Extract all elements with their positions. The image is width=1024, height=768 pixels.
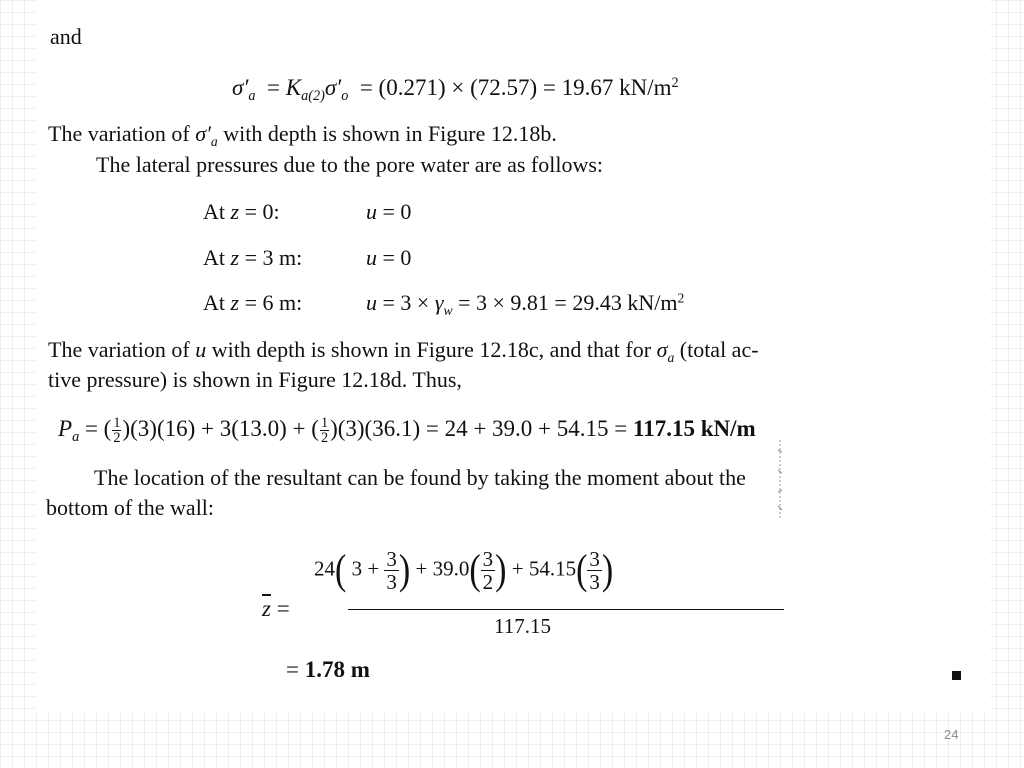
text-lateral-pressures: The lateral pressures due to the pore water are as follows:: [96, 152, 604, 177]
zbar-numerator: 24( 3 + $\frac{3}{3}$ ) + 39.0( $\frac{3}{2}$ ) + 54.15( $\frac{3}{3}$ ): [314, 546, 614, 595]
zbar-label: $\overline{z}$ =: [262, 596, 290, 621]
text-variation-u: The variation of u with depth is shown in Figure 12.18c, and that for $\sigma_a$ (total ac-: [48, 337, 759, 365]
zbar-result: = 1.78 m: [286, 657, 370, 682]
text-location-line1: The location of the resultant can be found by taking the moment about the: [94, 465, 746, 490]
zbar-fraction-bar: [348, 609, 784, 610]
pore-row-z0-value: u = 0: [366, 199, 412, 224]
equation-pa: $P_a$ = ( $\frac{1}{2}$ )(3)(16) + 3(13.0) + ( $\frac{1}{2}$ )(3)(36.1) = 24 + 39.0 + 54.15 = 117.15 kN/m: [58, 415, 756, 447]
pore-row-z3: At z = 3 m:: [203, 245, 303, 270]
text-location-line2: bottom of the wall:: [46, 495, 215, 520]
text-variation-sigma: The variation of $\sigma'_a$ with depth is shown in Figure 12.18b.: [48, 121, 557, 149]
end-square-icon: [952, 671, 961, 680]
page-number: 24: [944, 727, 959, 742]
document-page: [36, 0, 990, 712]
text-and: and: [50, 24, 82, 49]
scan-artifact: [776, 440, 784, 518]
fraction-3-3-b: $\frac{3}{3}$: [589, 547, 600, 595]
fraction-3-3-a: $\frac{3}{3}$: [386, 547, 397, 595]
pore-row-z6-value: $u = 3 \times \gamma_w = 3 \times 9.81 = 29.43$ $kN/m^2$: [366, 290, 685, 318]
pore-row-z0: At z = 0:: [203, 199, 280, 224]
fraction-half-2: $\frac{1}{2}$: [320, 415, 329, 447]
equation-sigma-a: $\sigma'_a = K_{a(2)}\sigma'_o = (0.271) \times (72.57) = 19.67$ $kN/m^2$: [232, 75, 679, 104]
fraction-3-2: $\frac{3}{2}$: [482, 547, 494, 595]
pore-row-z6: At z = 6 m:: [203, 290, 303, 315]
fraction-half-1: $\frac{1}{2}$: [113, 415, 121, 447]
text-variation-u-cont: tive pressure) is shown in Figure 12.18d. Thus,: [48, 367, 462, 392]
pa-result: 117.15 kN/m: [633, 416, 756, 442]
zbar-denominator: 117.15: [494, 614, 551, 638]
pore-row-z3-value: u = 0: [366, 245, 412, 270]
